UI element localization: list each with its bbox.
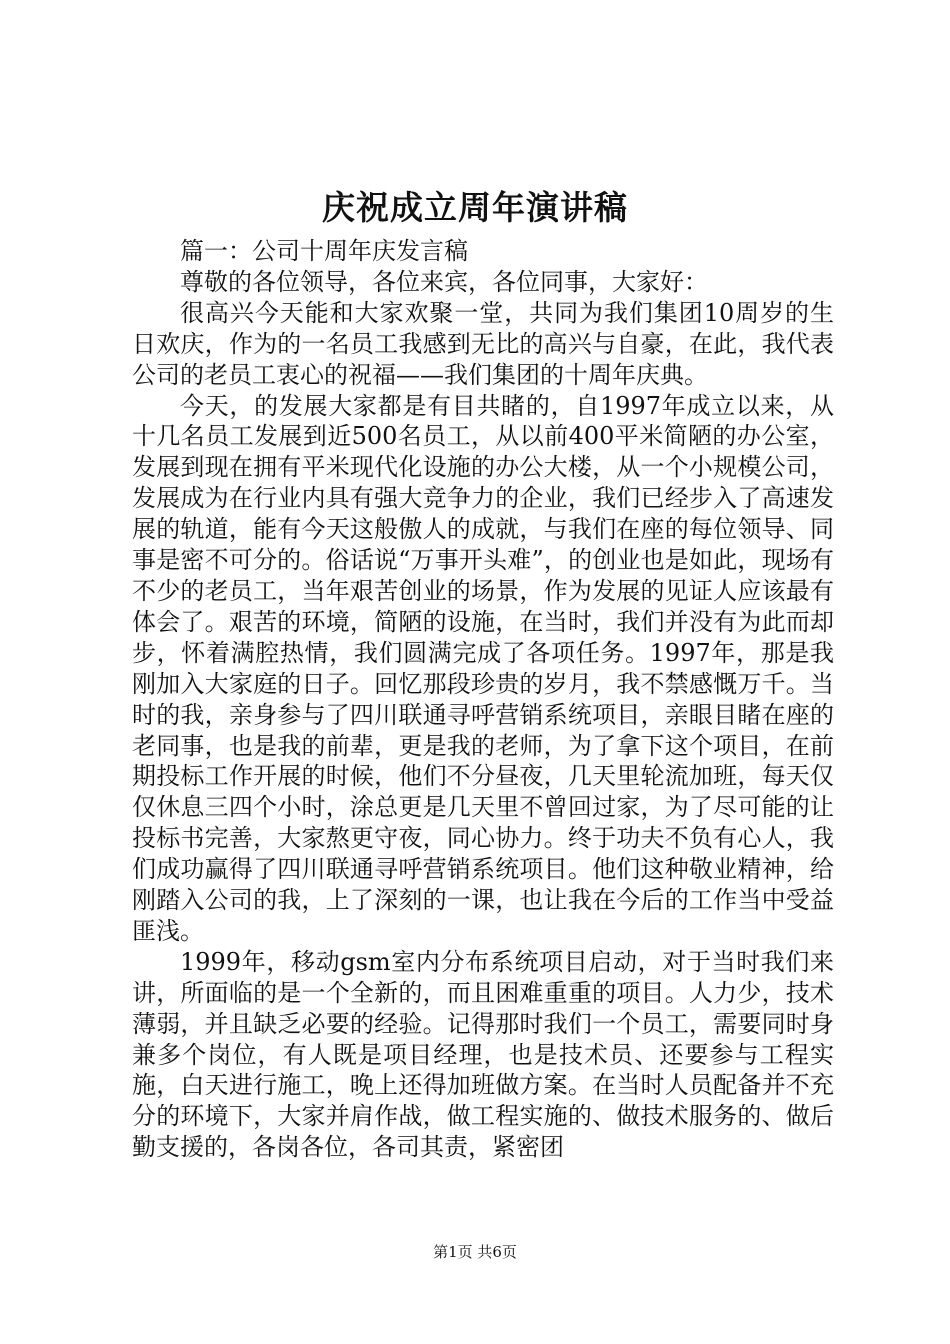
page-number-footer: 第1页 共6页 [433, 1243, 517, 1261]
paragraph: 今天，的发展大家都是有目共睹的，自1997年成立以来，从十几名员工发展到近500名员工，从以前400平米简陋的办公室，发展到现在拥有平米现代化设施的办公大楼，从一个小规模公司，发展成为在行业内具有强大竞争力的企业，我们已经步入了高速发展的轨道，能有今天这般傲人的成就，与我们在座的每位领导、同事是密不可分的。俗话说“万事开头难”，的创业也是如此，现场有不少的老员工，当年艰苦创业的场景，作为发展的见证人应该最有体会了。艰苦的环境，简陋的设施，在当时，我们并没有为此而却步，怀着满腔热情，我们圆满完成了各项任务。1997年，那是我刚加入大家庭的日子。回忆那段珍贵的岁月，我不禁感慨万千。当时的我，亲身参与了四川联通寻呼营销系统项目，亲眼目睹在座的老同事，也是我的前辈，更是我的老师，为了拿下这个项目，在前期投标工作开展的时候，他们不分昼夜，几天里轮流加班，每天仅仅休息三四个小时，涂总更是几天里不曾回过家，为了尽可能的让投标书完善，大家熬更守夜，同心协力。终于功夫不负有心人，我们成功赢得了四川联通寻呼营销系统项目。他们这种敬业精神，给刚踏入公司的我，上了深刻的一课，也让我在今后的工作当中受益匪浅。 [132, 391, 834, 945]
paragraph: 很高兴今天能和大家欢聚一堂，共同为我们集团10周岁的生日欢庆，作为的一名员工我感到无比的高兴与自豪，在此，我代表公司的老员工衷心的祝福——我们集团的十周年庆典。 [132, 298, 834, 389]
salutation: 尊敬的各位领导，各位来宾，各位同事，大家好： [180, 267, 708, 296]
document-title: 庆祝成立周年演讲稿 [322, 188, 628, 227]
section-heading: 篇一：公司十周年庆发言稿 [180, 237, 468, 265]
paragraph: 1999年，移动gsm室内分布系统项目启动，对于当时我们来讲，所面临的是一个全新的，而且困难重重的项目。人力少，技术薄弱，并且缺乏必要的经验。记得那时我们一个员工，需要同时身兼多个岗位，有人既是项目经理，也是技术员、还要参与工程实施，白天进行施工，晚上还得加班做方案。在当时人员配备并不充分的环境下，大家并肩作战，做工程实施的、做技术服务的、做后勤支援的，各岗各位，各司其责，紧密团 [132, 947, 834, 1162]
document-body [132, 236, 834, 1163]
